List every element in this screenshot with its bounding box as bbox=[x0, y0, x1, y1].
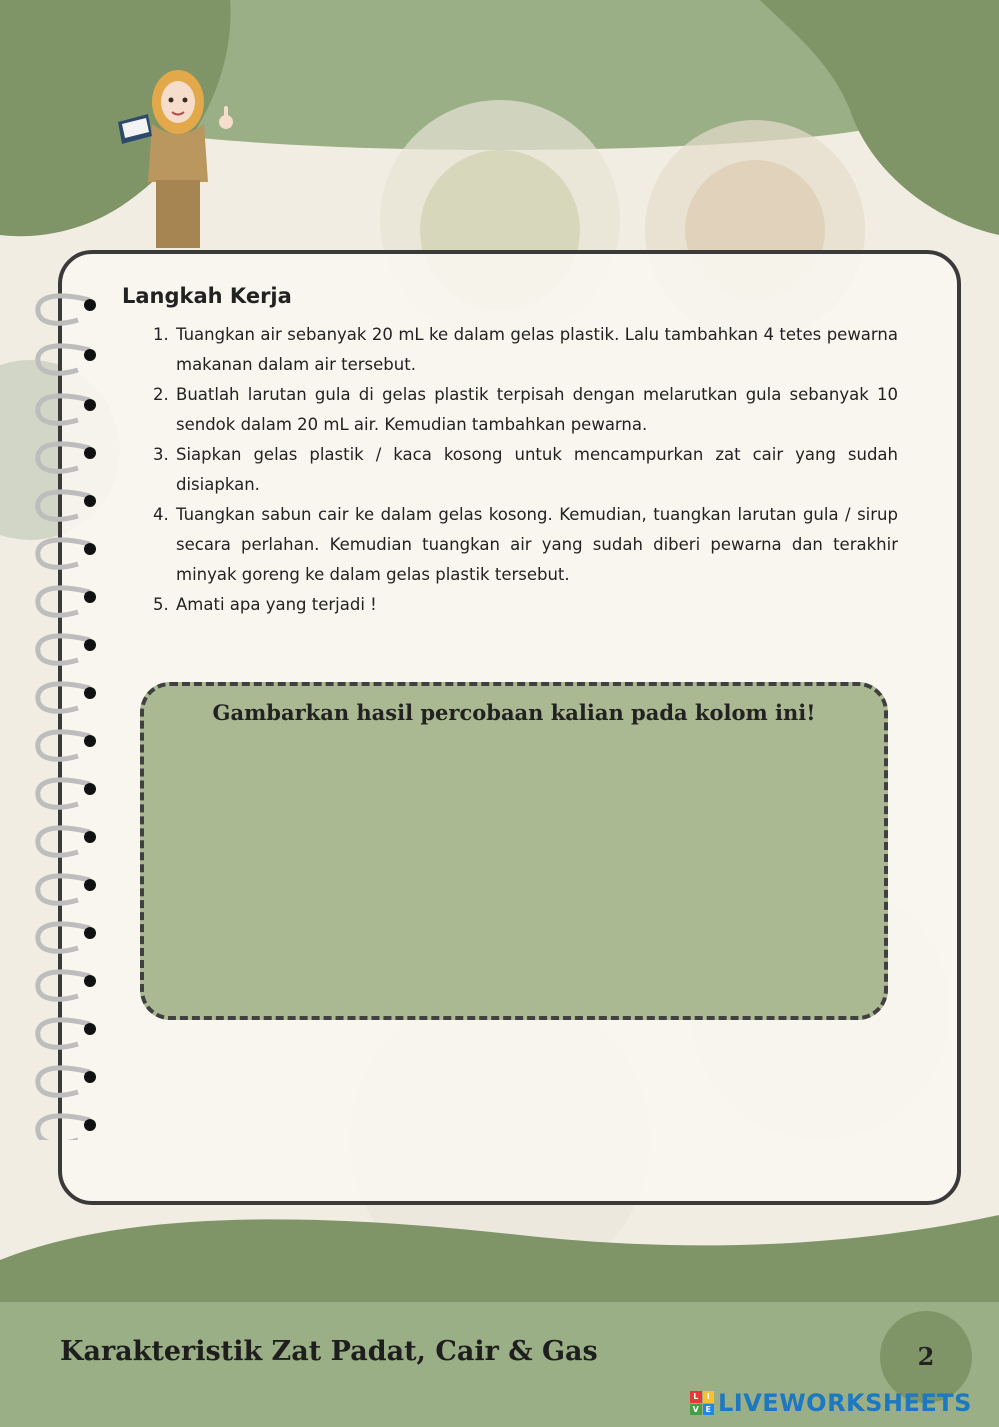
logo-letter: L bbox=[690, 1391, 702, 1403]
step-item: 3. Siapkan gelas plastik / kaca kosong untuk mencampurkan zat cair yang sudah disiapkan. bbox=[174, 440, 898, 500]
page-number: 2 bbox=[880, 1311, 972, 1403]
logo-letter: V bbox=[690, 1404, 702, 1416]
section-title: Langkah Kerja bbox=[122, 284, 292, 308]
steps-list bbox=[156, 320, 898, 620]
drawing-area-label: Gambarkan hasil percobaan kalian pada kolom ini! bbox=[212, 700, 816, 725]
logo-letter: E bbox=[703, 1404, 715, 1416]
liveworksheets-text: LIVEWORKSHEETS bbox=[718, 1389, 972, 1417]
footer-title: Karakteristik Zat Padat, Cair & Gas bbox=[60, 1336, 598, 1367]
liveworksheets-watermark bbox=[690, 1386, 972, 1420]
step-item: 2. Buatlah larutan gula di gelas plastik terpisah dengan melarutkan gula sebanyak 10 sendok dalam 20 mL air. Kemudian tambahkan pewarna. bbox=[174, 380, 898, 440]
drawing-area[interactable] bbox=[140, 682, 888, 1020]
step-item: 5. Amati apa yang terjadi ! bbox=[174, 590, 898, 620]
logo-letter: I bbox=[703, 1391, 715, 1403]
liveworksheets-logo-icon bbox=[690, 1391, 714, 1415]
step-item: 4. Tuangkan sabun cair ke dalam gelas kosong. Kemudian, tuangkan larutan gula / sirup secara perlahan. Kemudian tuangkan air yang sudah diberi pewarna dan terakhir minyak goreng ke dalam gelas plastik tersebut. bbox=[174, 500, 898, 590]
spiral-binding bbox=[28, 290, 108, 1140]
teacher-illustration bbox=[108, 62, 248, 252]
step-item: 1. Tuangkan air sebanyak 20 mL ke dalam gelas plastik. Lalu tambahkan 4 tetes pewarna makanan dalam air tersebut. bbox=[174, 320, 898, 380]
